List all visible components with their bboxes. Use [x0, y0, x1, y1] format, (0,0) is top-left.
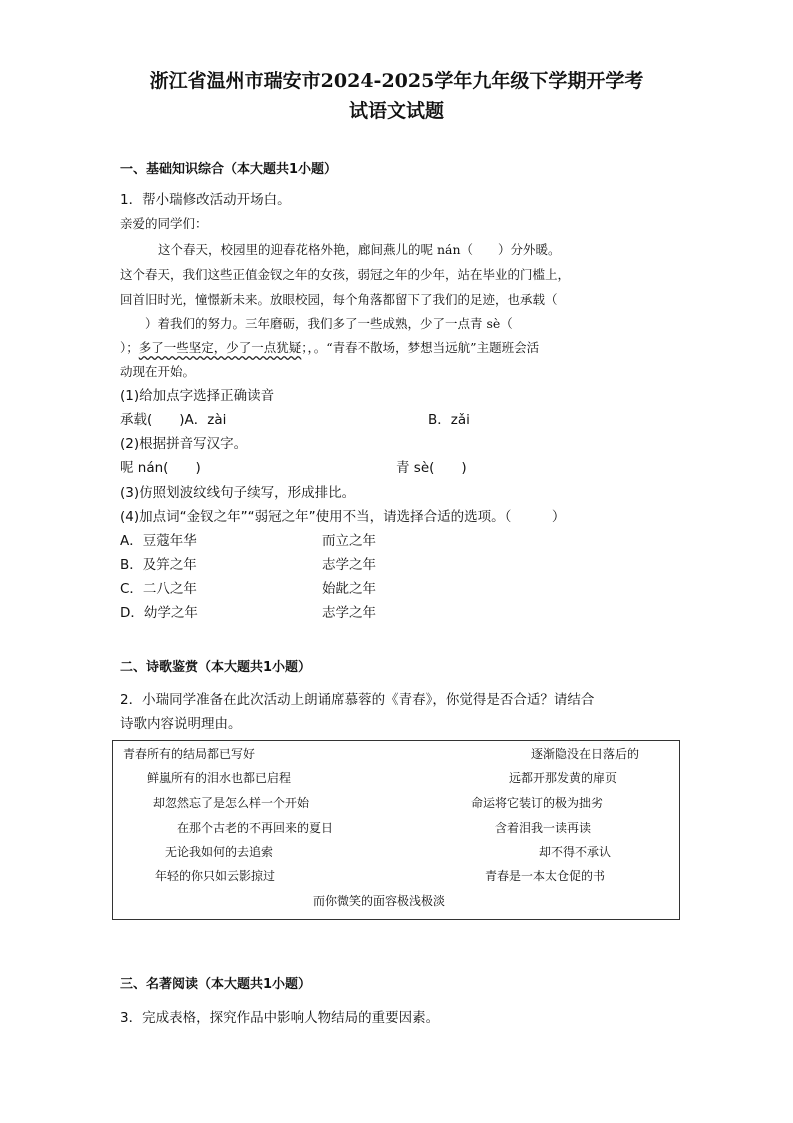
section-heading-1: 一、基础知识综合（本大题共1小题）	[120, 162, 338, 177]
page-title	[80, 66, 713, 126]
poem-right-line-3: 命运将它装订的极为拙劣	[471, 796, 604, 810]
sub-question-3: (3)仿照划波纹线句子续写，形成排比。	[120, 485, 356, 501]
title-line-1: 浙江省温州市瑞安市2024-2025学年九年级下学期开学考	[149, 70, 644, 92]
poem-left-line-4: 在那个古老的不再回来的夏日	[177, 821, 334, 835]
speech-line-6: 动现在开始。	[120, 364, 196, 379]
sub-question-1: (1)给加点字选择正确读音	[120, 388, 275, 404]
question-2-line-2: 诗歌内容说明理由。	[120, 716, 242, 732]
sub-question-2-blank-a: 呢 nán( )	[120, 460, 201, 476]
option-c-right: 始龀之年	[322, 581, 376, 597]
speech-line-5	[120, 338, 539, 358]
title-line-2: 试语文试题	[348, 100, 444, 122]
wavy-underlined-sentence: 多了一些坚定，少了一点犹疑	[138, 340, 302, 355]
section-heading-2: 二、诗歌鉴赏（本大题共1小题）	[120, 660, 312, 675]
question-2-line-1: 2．小瑞同学准备在此次活动上朗诵席慕蓉的《青春》，你觉得是否合适？请结合	[120, 692, 595, 708]
option-d-left: D．幼学之年	[120, 605, 198, 621]
section-heading-3: 三、名著阅读（本大题共1小题）	[120, 977, 312, 992]
poem-right-line-5: 却不得不承认	[539, 845, 612, 859]
speech-line-3: 回首旧时光，憧憬新未来。放眼校园，每个角落都留下了我们的足迹，也承载（	[120, 292, 558, 307]
sub-question-1-item: 承载( )A．zài	[120, 412, 227, 428]
poem-left-line-6: 年轻的你只如云影掠过	[155, 869, 276, 883]
speech-line-2: 这个春天，我们这些正值金钗之年的女孩，弱冠之年的少年，站在毕业的门槛上，	[120, 267, 571, 282]
question-1-intro: 1．帮小瑞修改活动开场白。	[120, 192, 291, 208]
speech-line-1: 这个春天，校园里的迎春花格外艳，廊间燕儿的呢 nán（ ）分外暖。	[158, 242, 561, 257]
option-d-right: 志学之年	[322, 605, 376, 621]
sub-question-2: (2)根据拼音写汉字。	[120, 436, 248, 452]
speech-greeting: 亲爱的同学们：	[120, 216, 208, 231]
poem-right-line-4: 含着泪我一读再读	[495, 821, 592, 835]
sub-question-4: (4)加点词“金钗之年”“弱冠之年”使用不当，请选择合适的选项。（ ）	[120, 509, 566, 525]
poem-left-line-5: 无论我如何的去追索	[165, 845, 274, 859]
option-a-right: 而立之年	[322, 533, 376, 549]
poem-right-line-1: 逐渐隐没在日落后的	[531, 747, 640, 761]
sub-question-1-option-b: B．zǎi	[428, 412, 470, 428]
speech-line-5-post: ；，。“青春不散场，梦想当远航”主题班会活	[301, 340, 540, 355]
sub-question-2-blank-b: 青 sè( )	[396, 460, 467, 476]
poem-right-line-6: 青春是一本太仓促的书	[485, 869, 606, 883]
poem-right-line-2: 远都开那发黄的扉页	[509, 771, 618, 785]
poem-box	[112, 740, 680, 920]
poem-left-line-3: 却忽然忘了是怎么样一个开始	[153, 796, 310, 810]
option-b-left: B．及笄之年	[120, 557, 197, 573]
poem-last-line: 而你微笑的面容极浅极淡	[313, 894, 446, 908]
option-b-right: 志学之年	[322, 557, 376, 573]
option-a-left: A．豆蔻年华	[120, 533, 197, 549]
option-c-left: C．二八之年	[120, 581, 197, 597]
poem-left-line-2: 鲜嵐所有的泪水也都已启程	[147, 771, 292, 785]
poem-left-line-1: 青春所有的结局都已写好	[123, 747, 256, 761]
question-3: 3．完成表格，探究作品中影响人物结局的重要因素。	[120, 1010, 440, 1026]
speech-line-4: ）着我们的努力。三年磨砺，我们多了一些成熟，少了一点青 sè（	[120, 316, 513, 331]
speech-line-5-pre: ）；	[120, 340, 139, 355]
